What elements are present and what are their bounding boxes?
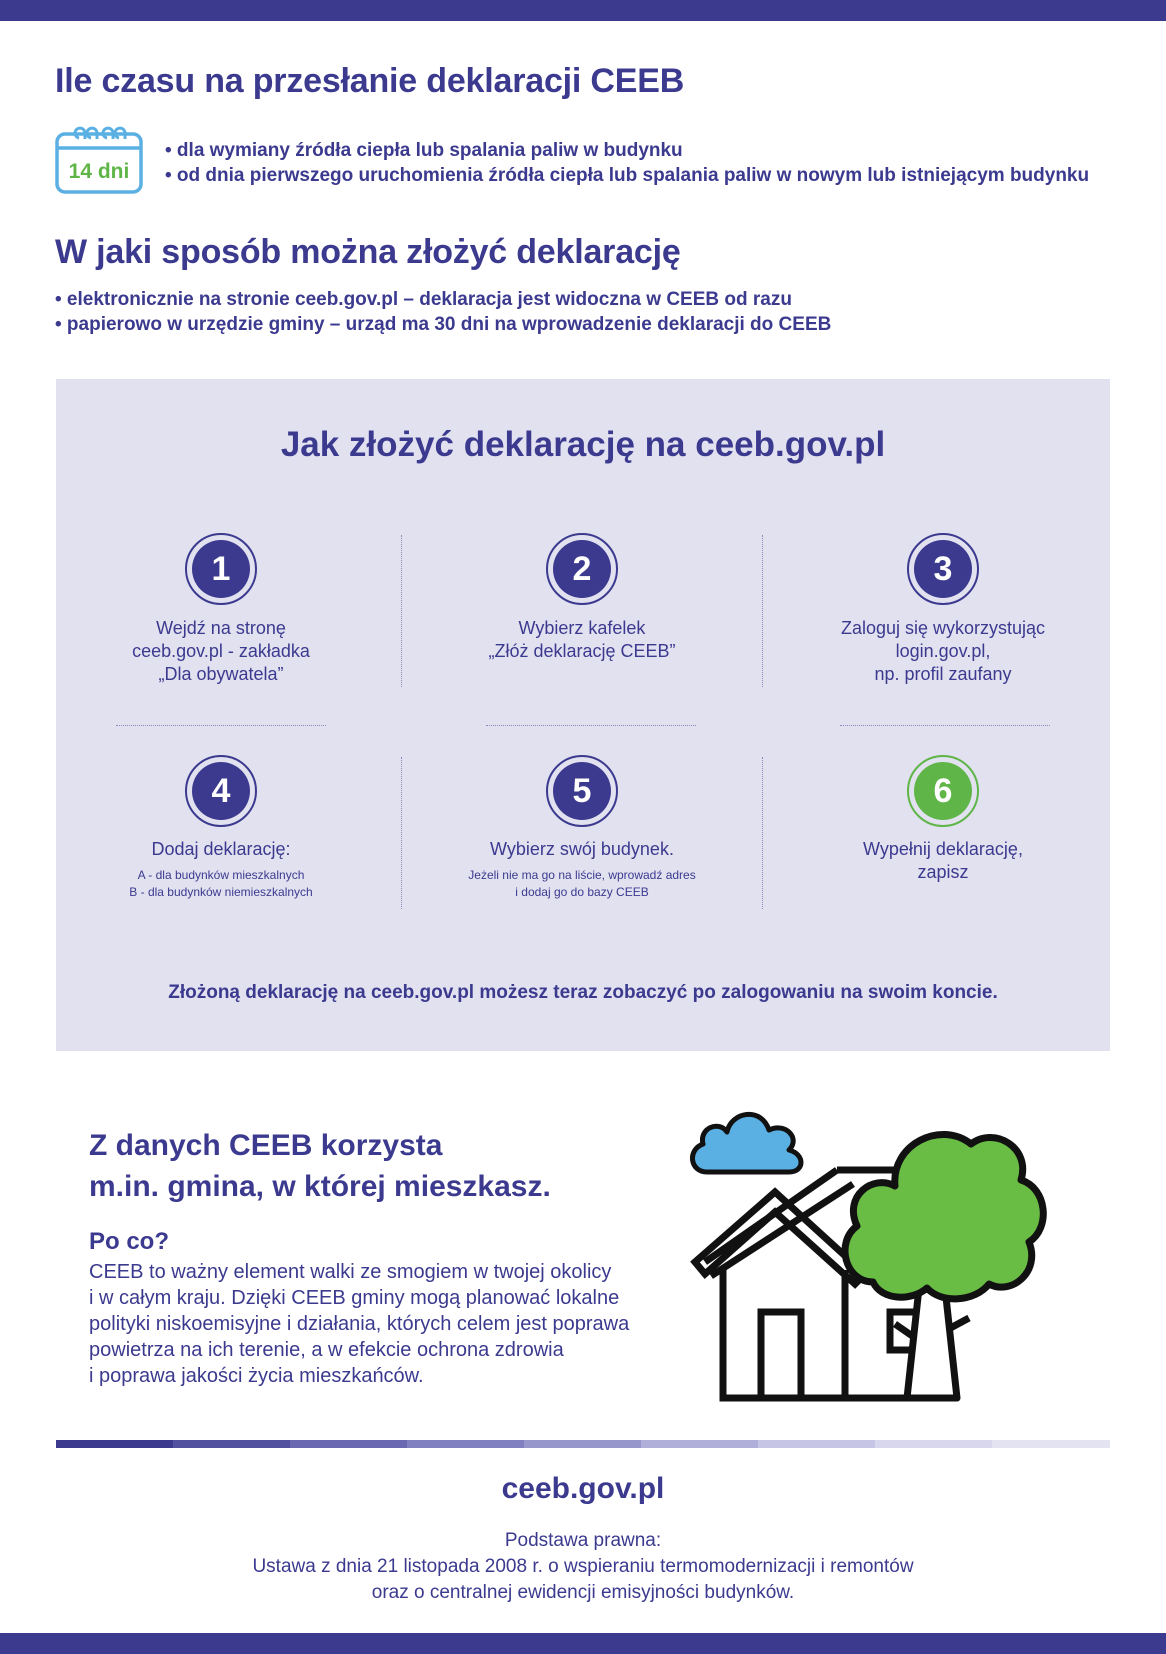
divider (762, 535, 763, 687)
divider (401, 535, 402, 687)
step-5-subtext: Jeżeli nie ma go na liście, wprowadź adres i dodaj go do bazy CEEB (468, 868, 696, 899)
divider (762, 757, 763, 909)
divider (116, 725, 326, 726)
time-bullet-2: • od dnia pierwszego uruchomienia źródła ciepła lub spalania paliw w nowym lub istniejącym budynku (165, 165, 1090, 186)
legal-basis-line: oraz o centralnej ewidencji emisyjności budynków. (371, 1582, 795, 1603)
house-illustration (685, 1092, 1105, 1422)
steps-title: Jak złożyć deklarację na ceeb.gov.pl (280, 425, 886, 464)
step-3-badge: 3 (907, 533, 979, 605)
method-title: W jaki sposób można złożyć deklarację (55, 233, 681, 271)
site-url: ceeb.gov.pl (501, 1472, 665, 1505)
divider (840, 725, 1050, 726)
step-4-text: Dodaj deklarację: (151, 839, 291, 859)
usage-title-line-2: m.in. gmina, w której mieszkasz. (89, 1170, 551, 1203)
steps-panel (56, 379, 1110, 1051)
method-bullet-2: • papierowo w urzędzie gminy – urząd ma 30 dni na wprowadzenie deklaracji do CEEB (55, 314, 832, 335)
step-6-text: Wypełnij deklarację, zapisz (863, 839, 1023, 882)
method-bullet-1: • elektronicznie na stronie ceeb.gov.pl – deklaracja jest widoczna w CEEB od razu (55, 289, 792, 310)
step-2-badge: 2 (546, 533, 618, 605)
usage-paragraph-line: powietrza na ich terenie, a w efekcie ochrona zdrowia (89, 1339, 564, 1361)
usage-paragraph-line: i w całym kraju. Dzięki CEEB gminy mogą planować lokalne (89, 1287, 620, 1309)
usage-subtitle: Po co? (89, 1228, 170, 1255)
cloud-icon (692, 1114, 801, 1172)
step-2-text: Wybierz kafelek „Złóż deklarację CEEB” (488, 618, 676, 661)
step-1-text: Wejdź na stronę ceeb.gov.pl - zakładka „Dla obywatela” (132, 618, 310, 684)
usage-title-line-1: Z danych CEEB korzysta (89, 1129, 443, 1162)
divider (486, 725, 696, 726)
calendar-icon (55, 124, 145, 196)
time-title: Ile czasu na przesłanie deklaracji CEEB (55, 62, 685, 100)
steps-footer-note: Złożoną deklarację na ceeb.gov.pl możesz teraz zobaczyć po zalogowaniu na swoim koncie. (168, 982, 998, 1003)
step-4-badge: 4 (185, 755, 257, 827)
divider (401, 757, 402, 909)
usage-paragraph-line: CEEB to ważny element walki ze smogiem w twojej okolicy (89, 1261, 612, 1283)
step-1-badge: 1 (185, 533, 257, 605)
step-5-badge: 5 (546, 755, 618, 827)
tree-icon (845, 1134, 1043, 1398)
legal-basis-line: Ustawa z dnia 21 listopada 2008 r. o wspieraniu termomodernizacji i remontów (252, 1556, 914, 1577)
step-5-text: Wybierz swój budynek. (490, 839, 674, 859)
step-4-subtext: A - dla budynków mieszkalnych B - dla budynków niemieszkalnych (129, 868, 313, 899)
top-bar (0, 0, 1166, 21)
usage-paragraph-line: polityki niskoemisyjne i działania, których celem jest poprawa (89, 1313, 630, 1335)
step-6-badge: 6 (907, 755, 979, 827)
legal-basis-label: Podstawa prawna: (504, 1530, 662, 1551)
calendar-label: 14 dni (68, 160, 130, 183)
gradient-stripe-bottom (56, 1440, 1110, 1448)
time-bullet-1: • dla wymiany źródła ciepła lub spalania paliw w budynku (165, 140, 683, 161)
bottom-bar (0, 1633, 1166, 1654)
usage-paragraph-line: i poprawa jakości życia mieszkańców. (89, 1365, 424, 1387)
step-3-text: Zaloguj się wykorzystując login.gov.pl, np. profil zaufany (840, 618, 1046, 684)
